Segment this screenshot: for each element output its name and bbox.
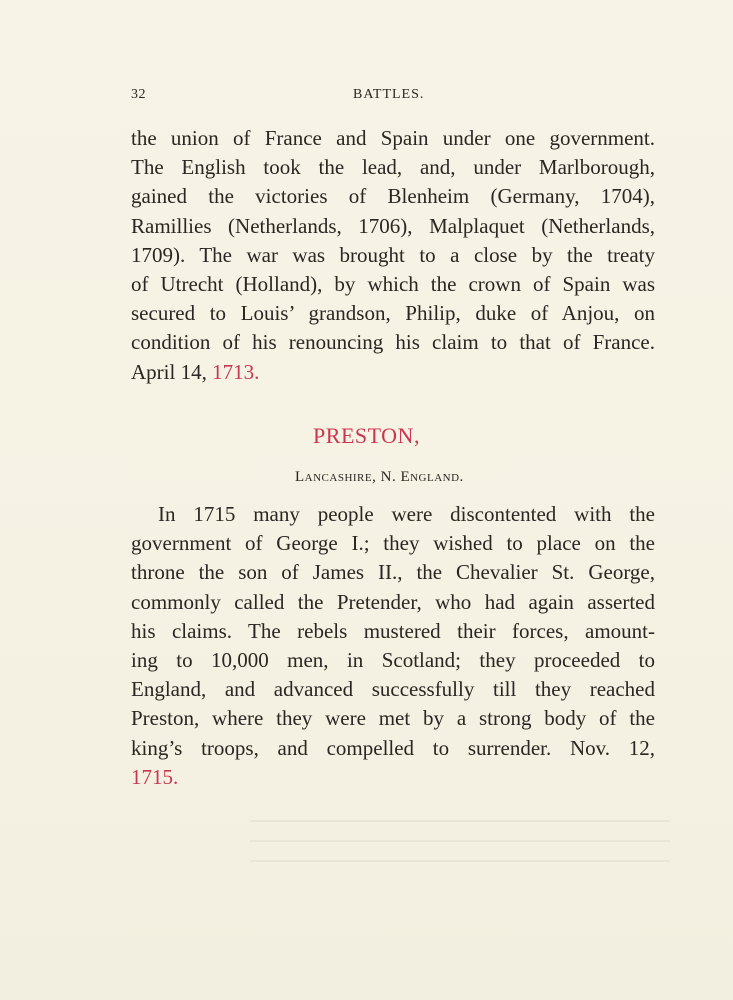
location-subheading: Lancashire, N. England. <box>295 469 464 485</box>
running-head: BATTLES. <box>353 87 425 102</box>
text-line: of Utrecht (Holland), by which the crown of Spain was <box>131 271 655 296</box>
text-line: Ramillies (Netherlands, 1706), Malplaquet (Netherlands, <box>131 213 655 238</box>
text-line: ing to 10,000 men, in Scotland; they proceeded to <box>131 647 655 672</box>
page-number: 32 <box>131 87 146 102</box>
text-line: king’s troops, and compelled to surrender. Nov. 12, <box>131 735 655 760</box>
paragraph-preston <box>131 500 655 792</box>
text-line: The English took the lead, and, under Marlborough, <box>131 155 655 180</box>
text-line: throne the son of James II., the Chevalier St. George, <box>131 560 655 585</box>
page-header <box>131 87 653 107</box>
paragraph-succession-war <box>131 124 655 387</box>
date-line <box>131 358 655 387</box>
text-line: gained the victories of Blenheim (Germany, 1704), <box>131 184 655 209</box>
text-line: condition of his renouncing his claim to that of France. <box>131 330 655 355</box>
text-line: In 1715 many people were discontented with the <box>158 502 655 526</box>
text-line: secured to Louis’ grandson, Philip, duke of Anjou, on <box>131 301 655 326</box>
text-line: his claims. The rebels mustered their forces, amount- <box>131 618 655 643</box>
battle-year: 1713. <box>212 359 260 384</box>
battle-year: 1715. <box>131 764 179 789</box>
text-line: the union of France and Spain under one government. <box>131 126 655 150</box>
section-heading: PRESTON, <box>313 423 420 448</box>
text-line: Preston, where they were met by a strong body of the <box>131 706 655 731</box>
text-line: England, and advanced successfully till they reached <box>131 677 655 702</box>
text-line: government of George I.; they wished to place on the <box>131 531 655 556</box>
date-prefix: April 14, <box>131 359 207 384</box>
text-line: 1709). The war was brought to a close by the treaty <box>131 242 655 267</box>
bleed-through-texture <box>250 820 670 880</box>
text-line: commonly called the Pretender, who had again asserted <box>131 589 655 614</box>
